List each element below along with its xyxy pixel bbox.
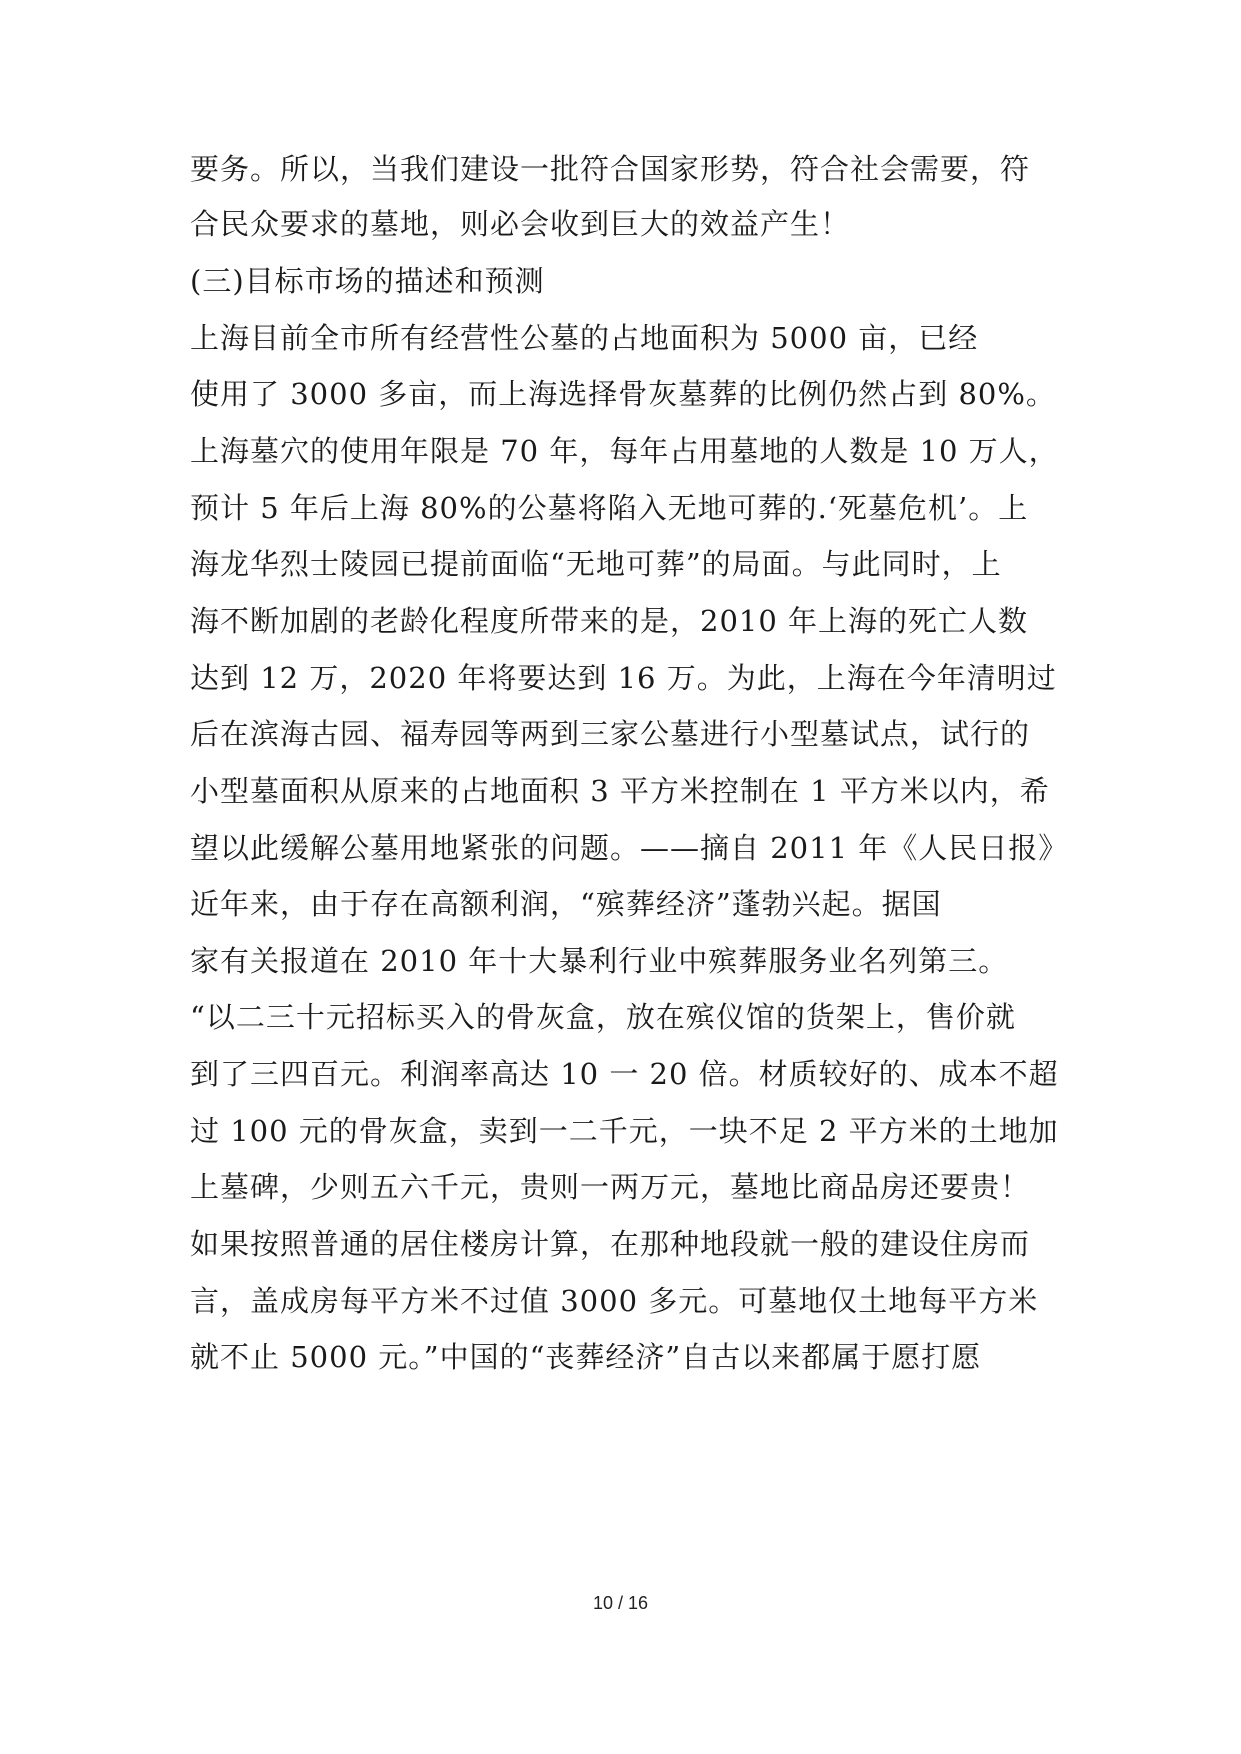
page-number: 10 / 16 — [592, 1593, 649, 1613]
text-line: 海龙华烈士陵园已提前面临“无地可葬”的局面。与此同时，上 — [190, 547, 1002, 581]
text-line: 要务。所以，当我们建设一批符合国家形势，符合社会需要，符 — [190, 152, 1031, 186]
text-line: 家有关报道在 2010 年十大暴利行业中殡葬服务业名列第三。 — [190, 944, 1009, 978]
text-line: 言，盖成房每平方米不过值 3000 多元。可墓地仅土地每平方米 — [190, 1284, 1039, 1318]
text-line: 达到 12 万，2020 年将要达到 16 万。为此，上海在今年清明过 — [190, 661, 1057, 695]
text-line: “以二三十元招标买入的骨灰盒，放在殡仪馆的货架上，售价就 — [190, 1000, 1016, 1034]
text-line: 就不止 5000 元。”中国的“丧葬经济”自古以来都属于愿打愿 — [190, 1340, 982, 1374]
text-line: 预计 5 年后上海 80%的公墓将陷入无地可葬的.‘死墓危机’。上 — [190, 491, 1029, 525]
text-line: 使用了 3000 多亩，而上海选择骨灰墓葬的比例仍然占到 80%。 — [190, 377, 1056, 411]
text-line: 上墓碑，少则五六千元，贵则一两万元，墓地比商品房还要贵！ — [190, 1170, 1031, 1204]
text-line: 海不断加剧的老龄化程度所带来的是，2010 年上海的死亡人数 — [190, 604, 1029, 638]
text-line: 到了三四百元。利润率高达 10 一 20 倍。材质较好的、成本不超 — [190, 1057, 1059, 1091]
section-heading: (三)目标市场的描述和预测 — [190, 264, 545, 298]
text-line: 如果按照普通的居住楼房计算，在那种地段就一般的建设住房而 — [190, 1227, 1031, 1261]
text-line: 望以此缓解公墓用地紧张的问题。——摘自 2011 年《人民日报》 — [190, 831, 1069, 865]
text-line: 上海墓穴的使用年限是 70 年，每年占用墓地的人数是 10 万人， — [190, 434, 1059, 468]
text-line: 小型墓面积从原来的占地面积 3 平方米控制在 1 平方米以内，希 — [190, 774, 1050, 808]
text-line: 近年来，由于存在高额利润，“殡葬经济”蓬勃兴起。据国 — [190, 887, 942, 921]
text-line: 过 100 元的骨灰盒，卖到一二千元，一块不足 2 平方米的土地加 — [190, 1114, 1059, 1148]
text-line: 上海目前全市所有经营性公墓的占地面积为 5000 亩，已经 — [190, 321, 979, 355]
text-line: 合民众要求的墓地，则必会收到巨大的效益产生！ — [190, 207, 851, 241]
text-line: 后在滨海古园、福寿园等两到三家公墓进行小型墓试点，试行的 — [190, 717, 1031, 751]
